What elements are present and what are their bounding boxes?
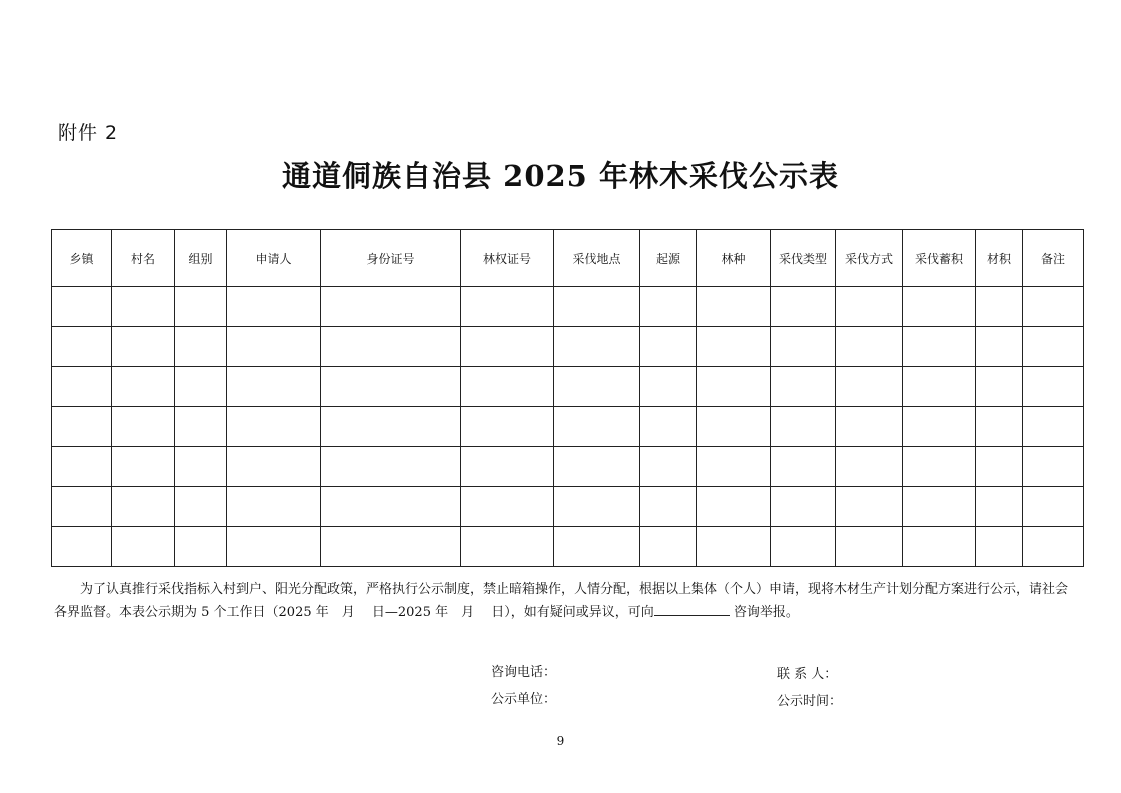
table-cell bbox=[771, 487, 836, 527]
table-cell bbox=[175, 527, 227, 567]
table-cell bbox=[836, 447, 903, 487]
document-title: 通道侗族自治县 2025 年林木采伐公示表 bbox=[282, 159, 839, 193]
table-cell bbox=[903, 327, 976, 367]
table-body bbox=[52, 287, 1084, 567]
header-logging-method: 采伐方式 bbox=[836, 230, 903, 287]
header-group: 组别 bbox=[175, 230, 227, 287]
table-cell bbox=[976, 367, 1023, 407]
header-origin: 起源 bbox=[640, 230, 697, 287]
header-village: 村名 bbox=[112, 230, 175, 287]
table-cell bbox=[1023, 407, 1084, 447]
table-cell bbox=[1023, 527, 1084, 567]
table-cell bbox=[697, 527, 771, 567]
table-cell bbox=[771, 407, 836, 447]
table-cell bbox=[1023, 327, 1084, 367]
table-cell bbox=[175, 287, 227, 327]
table-cell bbox=[554, 367, 640, 407]
table-cell bbox=[903, 367, 976, 407]
table-cell bbox=[321, 487, 461, 527]
table-cell bbox=[697, 407, 771, 447]
table-cell bbox=[640, 287, 697, 327]
table-cell bbox=[112, 407, 175, 447]
table-cell bbox=[640, 327, 697, 367]
table-cell bbox=[836, 407, 903, 447]
contact-person-label: 联 系 人： bbox=[777, 667, 838, 682]
table-cell bbox=[227, 447, 321, 487]
logging-publicity-table bbox=[51, 229, 1084, 567]
table-cell bbox=[836, 527, 903, 567]
table-cell bbox=[1023, 447, 1084, 487]
table-cell bbox=[461, 327, 554, 367]
header-forest-type: 林种 bbox=[697, 230, 771, 287]
table-cell bbox=[903, 487, 976, 527]
table-cell bbox=[175, 327, 227, 367]
table-cell bbox=[771, 527, 836, 567]
header-timber-volume: 材积 bbox=[976, 230, 1023, 287]
table-cell bbox=[112, 527, 175, 567]
table-cell bbox=[52, 407, 112, 447]
table-row bbox=[52, 527, 1084, 567]
table-cell bbox=[903, 527, 976, 567]
table-cell bbox=[227, 367, 321, 407]
header-township: 乡镇 bbox=[52, 230, 112, 287]
table-cell bbox=[836, 487, 903, 527]
table-cell bbox=[771, 287, 836, 327]
table-cell bbox=[321, 327, 461, 367]
table-cell bbox=[697, 487, 771, 527]
table-cell bbox=[52, 367, 112, 407]
header-logging-volume: 采伐蓄积 bbox=[903, 230, 976, 287]
table-cell bbox=[227, 287, 321, 327]
table-cell bbox=[52, 287, 112, 327]
table-cell bbox=[640, 527, 697, 567]
table-cell bbox=[903, 287, 976, 327]
table-cell bbox=[697, 367, 771, 407]
table-cell bbox=[976, 447, 1023, 487]
table-cell bbox=[771, 367, 836, 407]
contact-blank-line bbox=[654, 601, 730, 616]
table-cell bbox=[112, 367, 175, 407]
header-forest-certificate: 林权证号 bbox=[461, 230, 554, 287]
header-logging-location: 采伐地点 bbox=[554, 230, 640, 287]
table-cell bbox=[976, 407, 1023, 447]
table-cell bbox=[1023, 287, 1084, 327]
table-cell bbox=[771, 447, 836, 487]
table-cell bbox=[112, 327, 175, 367]
publish-time-label: 公示时间： bbox=[777, 694, 843, 709]
table-cell bbox=[640, 367, 697, 407]
page-number: 9 bbox=[556, 734, 565, 748]
table-cell bbox=[771, 327, 836, 367]
table-cell bbox=[554, 287, 640, 327]
header-applicant: 申请人 bbox=[227, 230, 321, 287]
table-cell bbox=[321, 527, 461, 567]
table-row bbox=[52, 407, 1084, 447]
table-cell bbox=[321, 447, 461, 487]
table-cell bbox=[52, 527, 112, 567]
table-cell bbox=[321, 287, 461, 327]
table-cell bbox=[697, 287, 771, 327]
table-cell bbox=[52, 487, 112, 527]
table-cell bbox=[227, 407, 321, 447]
table-row bbox=[52, 487, 1084, 527]
table-cell bbox=[112, 487, 175, 527]
table-cell bbox=[461, 287, 554, 327]
table-cell bbox=[321, 407, 461, 447]
table-cell bbox=[836, 287, 903, 327]
consult-phone-label: 咨询电话： bbox=[491, 665, 557, 680]
table-cell bbox=[554, 447, 640, 487]
notice-tail: 咨询举报。 bbox=[733, 605, 799, 620]
table-row bbox=[52, 447, 1084, 487]
table-cell bbox=[227, 327, 321, 367]
header-remarks: 备注 bbox=[1023, 230, 1084, 287]
table-cell bbox=[461, 447, 554, 487]
table-cell bbox=[554, 327, 640, 367]
table-cell bbox=[461, 527, 554, 567]
table-cell bbox=[554, 527, 640, 567]
table-cell bbox=[976, 487, 1023, 527]
table-cell bbox=[175, 447, 227, 487]
table-cell bbox=[175, 487, 227, 527]
table-cell bbox=[903, 447, 976, 487]
table-cell bbox=[976, 287, 1023, 327]
table-cell bbox=[112, 287, 175, 327]
table-cell bbox=[175, 407, 227, 447]
table-cell bbox=[976, 527, 1023, 567]
table-cell bbox=[227, 527, 321, 567]
table-cell bbox=[461, 487, 554, 527]
table-cell bbox=[461, 367, 554, 407]
table-row bbox=[52, 287, 1084, 327]
table-cell bbox=[227, 487, 321, 527]
table-cell bbox=[976, 327, 1023, 367]
table-cell bbox=[1023, 487, 1084, 527]
table-cell bbox=[554, 407, 640, 447]
table-cell bbox=[836, 327, 903, 367]
table-cell bbox=[836, 367, 903, 407]
notice-text: 为了认真推行采伐指标入村到户、阳光分配政策，严格执行公示制度，禁止暗箱操作，人情分配，根据以上集体（个人）申请，现将木材生产计划分配方案进行公示，请社会各界监督。本表公示期为 5 个工作日（2025 年 月 日—2025 年 月 日），如有疑问或异议，可向 bbox=[54, 582, 1069, 620]
table-cell bbox=[461, 407, 554, 447]
table-cell bbox=[52, 327, 112, 367]
attachment-label: 附件 2 bbox=[58, 122, 119, 144]
table-cell bbox=[554, 487, 640, 527]
table-cell bbox=[112, 447, 175, 487]
table-cell bbox=[903, 407, 976, 447]
table-cell bbox=[640, 487, 697, 527]
table-cell bbox=[1023, 367, 1084, 407]
publish-unit-label: 公示单位： bbox=[491, 692, 557, 707]
table-header-row bbox=[52, 230, 1084, 287]
table-cell bbox=[321, 367, 461, 407]
table-cell bbox=[697, 327, 771, 367]
header-id-number: 身份证号 bbox=[321, 230, 461, 287]
table-cell bbox=[697, 447, 771, 487]
table-cell bbox=[175, 367, 227, 407]
table-row bbox=[52, 327, 1084, 367]
header-logging-type: 采伐类型 bbox=[771, 230, 836, 287]
table-row bbox=[52, 367, 1084, 407]
notice-paragraph bbox=[54, 579, 1068, 624]
table-cell bbox=[640, 447, 697, 487]
table-cell bbox=[52, 447, 112, 487]
table-cell bbox=[640, 407, 697, 447]
